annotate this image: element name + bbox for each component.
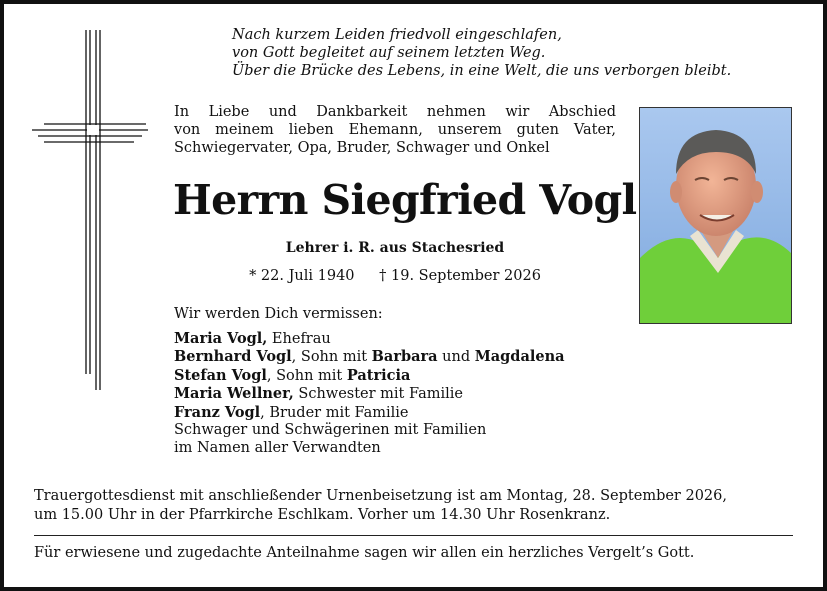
- birth-date: * 22. Juli 1940: [249, 268, 355, 284]
- farewell-intro: [174, 103, 616, 157]
- mourner-name: Barbara: [371, 348, 438, 365]
- mourner-name: Maria Wellner,: [174, 385, 294, 402]
- mourner-line: [174, 330, 565, 349]
- mourners-heading: Wir werden Dich vermissen:: [174, 306, 383, 322]
- mourner-line: [174, 367, 565, 386]
- service-line: um 15.00 Uhr in der Pfarrkirche Eschlkam. Vorher um 14.30 Uhr Rosenkranz.: [34, 507, 611, 523]
- mourner-relation: Schwester mit Familie: [293, 386, 463, 402]
- deceased-name: Herrn Siegfried Vogl: [173, 176, 637, 224]
- poem: [232, 26, 802, 80]
- mourner-name: Patricia: [346, 366, 411, 384]
- mourner-line: [174, 385, 565, 404]
- mourner-line: im Namen aller Verwandten: [174, 439, 381, 456]
- thanks-note: Für erwiesene und zugedachte Anteilnahme sagen wir allen ein herzliches Vergelt’s Gott.: [34, 545, 695, 561]
- mourner-relation: Ehefrau: [267, 330, 331, 347]
- intro-line: von meinem lieben Ehemann, unserem guten Vater,: [174, 122, 616, 138]
- poem-line: Über die Brücke des Lebens, in eine Welt, die uns verborgen bleibt.: [232, 63, 732, 79]
- mourner-name: Bernhard Vogl: [174, 348, 292, 365]
- funeral-service-notice: [34, 487, 794, 525]
- divider: [34, 535, 793, 536]
- cross-icon: [30, 30, 150, 400]
- mourner-line: [174, 404, 565, 423]
- intro-line: Schwiegervater, Opa, Bruder, Schwager und Onkel: [174, 140, 550, 156]
- service-line: Trauergottesdienst mit anschließender Urnenbeisetzung ist am Montag, 28. September 2026,: [34, 488, 727, 504]
- mourner-relation: , Sohn mit: [291, 349, 372, 365]
- mourners-list: [174, 306, 565, 457]
- mourner-name: Franz Vogl: [174, 403, 261, 421]
- mourner-line: [174, 348, 565, 367]
- mourner-relation: , Bruder mit Familie: [260, 404, 409, 421]
- life-dates: [174, 268, 616, 284]
- mourner-relation: und: [437, 349, 475, 365]
- death-date: † 19. September 2026: [379, 268, 541, 284]
- mourner-name: Magdalena: [474, 348, 565, 365]
- portrait-photo: [639, 107, 792, 324]
- mourner-name: Maria Vogl,: [174, 329, 268, 347]
- mourner-relation: , Sohn mit: [266, 367, 347, 384]
- poem-line: Nach kurzem Leiden friedvoll eingeschlafen,: [232, 27, 562, 43]
- mourner-line: Schwager und Schwägerinen mit Familien: [174, 422, 487, 438]
- mourner-name: Stefan Vogl: [174, 366, 267, 384]
- deceased-role: Lehrer i. R. aus Stachesried: [285, 240, 505, 256]
- intro-line: In Liebe und Dankbarkeit nehmen wir Abschied: [174, 104, 616, 120]
- poem-line: von Gott begleitet auf seinem letzten Weg.: [232, 45, 546, 61]
